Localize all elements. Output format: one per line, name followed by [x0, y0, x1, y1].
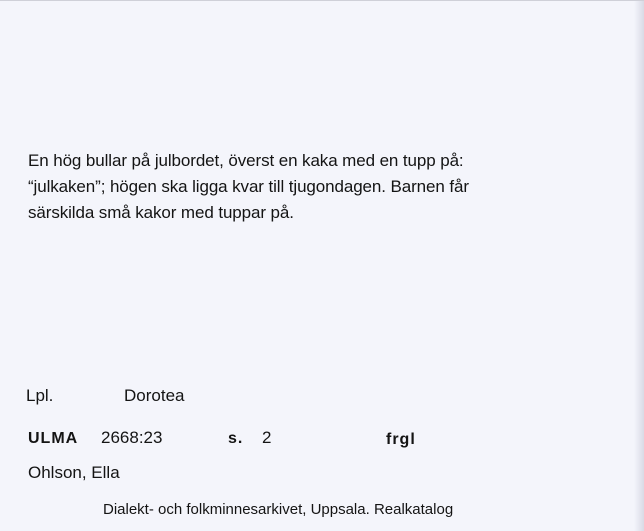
text-line-2: “julkaken”; högen ska ligga kvar till tjugondagen. Barnen får [28, 177, 469, 196]
text-line-1: En hög bullar på julbordet, överst en kaka med en tupp på: [28, 151, 464, 170]
archive-label: ULMA [28, 430, 79, 447]
page-label: s. [228, 430, 244, 447]
card-edge [634, 1, 644, 531]
card-text [28, 148, 628, 226]
page-number: 2 [262, 428, 272, 447]
archive-footer: Dialekt- och folkminnesarkivet, Uppsala. Realkatalog [103, 501, 454, 518]
parish-label: Lpl. [26, 386, 54, 405]
category-code: frgl [386, 431, 416, 448]
parish-value: Dorotea [124, 386, 185, 405]
archive-number: 2668:23 [101, 428, 163, 447]
informant-name: Ohlson, Ella [28, 463, 120, 482]
text-line-3: särskilda små kakor med tuppar på. [28, 203, 294, 222]
